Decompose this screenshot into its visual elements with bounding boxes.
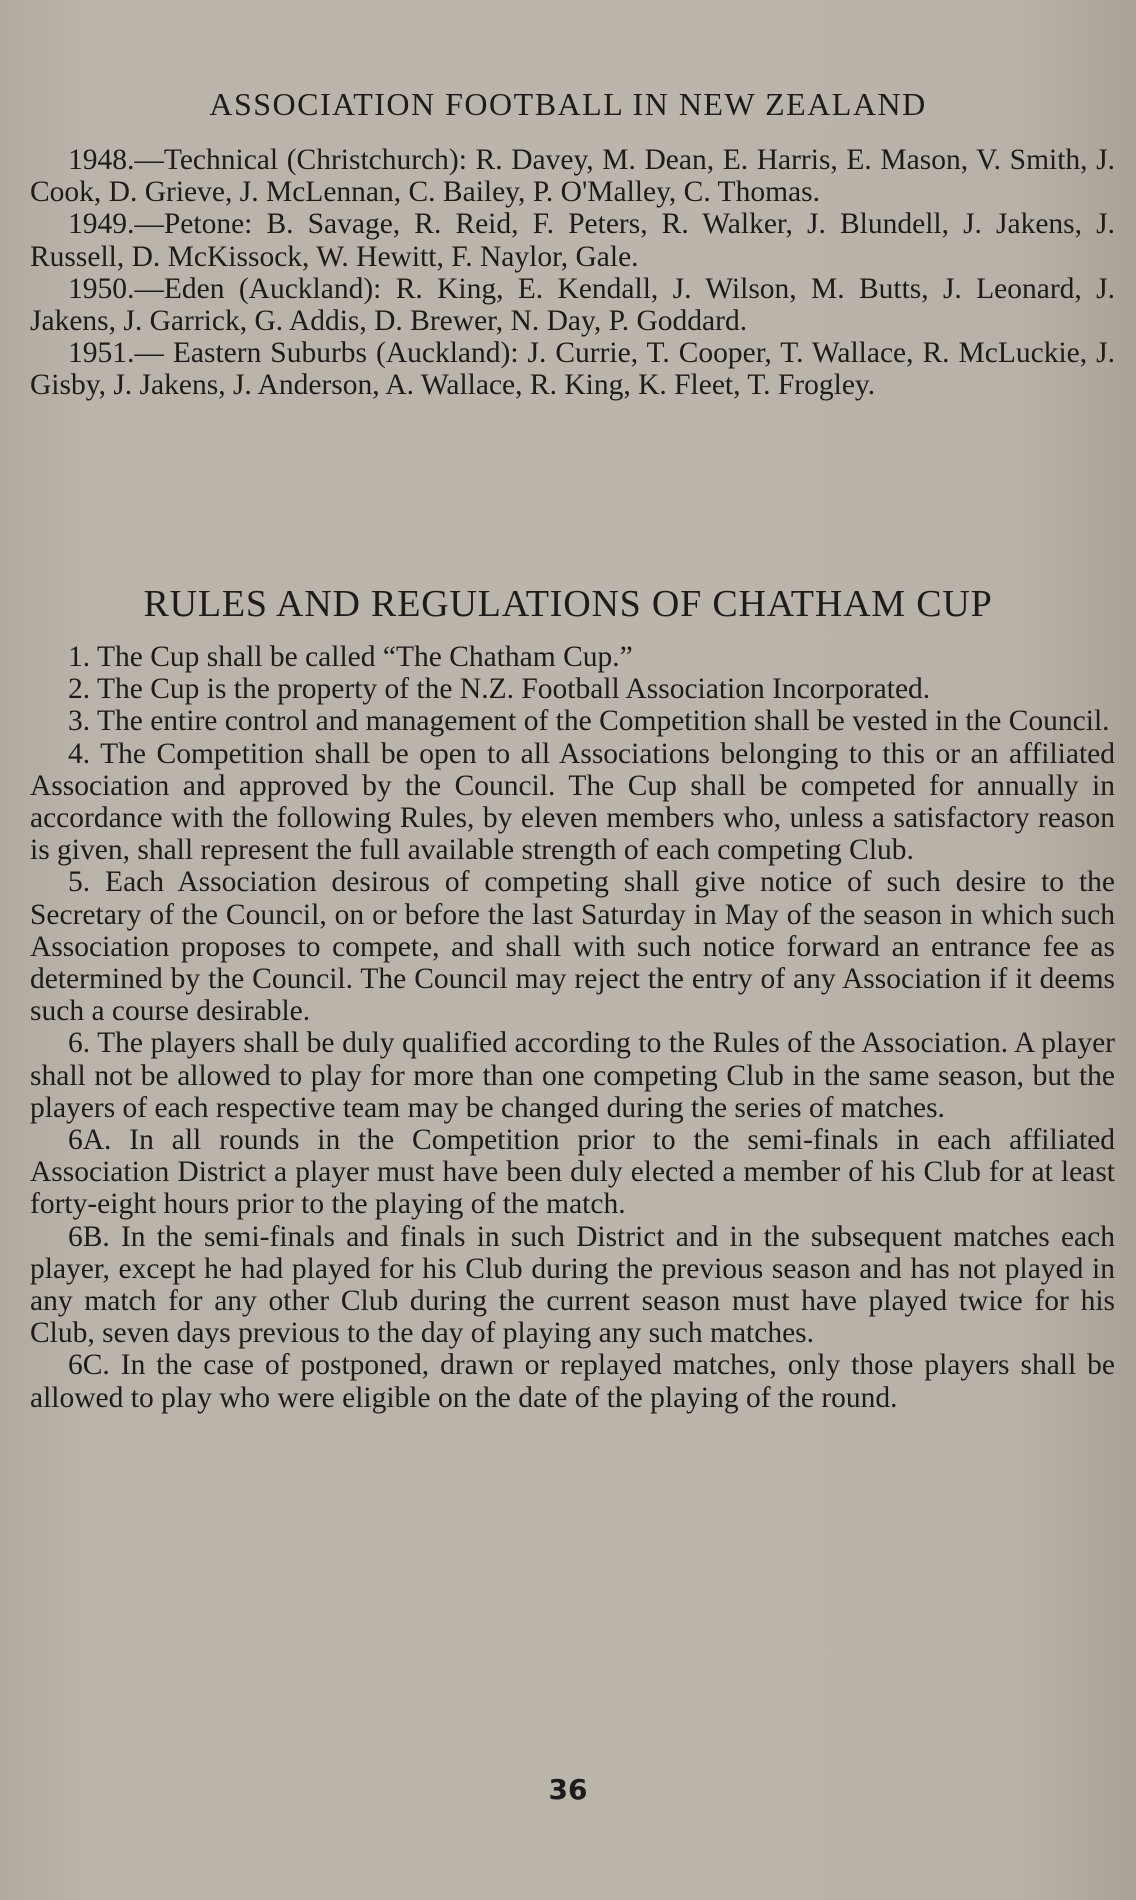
running-header: ASSOCIATION FOOTBALL IN NEW ZEALAND bbox=[209, 86, 927, 122]
winner-entry-1950: 1950.—Eden (Auckland): R. King, E. Kendall, J. Wilson, M. Butts, J. Leonard, J. Jakens, J. Garrick, G. Addis, D. Brewer, N. Day, P. Goddard. bbox=[30, 272, 1115, 338]
cup-winners-list bbox=[30, 144, 1115, 402]
rules-list bbox=[30, 641, 1115, 1414]
rule-3: 3. The entire control and management of the Competition shall be vested in the Council. bbox=[68, 705, 1110, 738]
winner-entry-1948: 1948.—Technical (Christchurch): R. Davey, M. Dean, E. Harris, E. Mason, V. Smith, J. Cook, D. Grieve, J. McLennan, C. Bailey, P. O'Malley, C. Thomas. bbox=[30, 144, 1115, 209]
rule-5: 5. Each Association desirous of competing shall give notice of such desire to the Secretary of the Council, on or before the last Saturday in May of the season in which such Association proposes to compete, and shall with such notice forward an entrance fee as determined by the Council. The Council may reject the entry of any Association if it deems such a course desirable. bbox=[30, 866, 1115, 1028]
rule-6: 6. The players shall be duly qualified according to the Rules of the Association. A player shall not be allowed to play for more than one competing Club in the same season, but the players of each respective team may be changed during the series of matches. bbox=[30, 1027, 1115, 1124]
rule-2: 2. The Cup is the property of the N.Z. Football Association Incorporated. bbox=[68, 673, 931, 706]
rule-6c: 6C. In the case of postponed, drawn or replayed matches, only those players shall be allowed to play who were eligible on the date of the playing of the round. bbox=[30, 1349, 1115, 1414]
rule-1: 1. The Cup shall be called “The Chatham Cup.” bbox=[68, 641, 633, 673]
rule-6a: 6A. In all rounds in the Competition prior to the semi-finals in each affiliated Association District a player must have been duly elected a member of his Club for at least forty-eight hours prior to the playing of the match. bbox=[30, 1124, 1115, 1221]
rule-4: 4. The Competition shall be open to all Associations belonging to this or an affiliated Association and approved by the Council. The Cup shall be competed for annually in accordance with the following Rules, by eleven members who, unless a satisfactory reason is given, shall represent the full available strength of each competing Club. bbox=[30, 737, 1115, 867]
winner-entry-1949: 1949.—Petone: B. Savage, R. Reid, F. Peters, R. Walker, J. Blundell, J. Jakens, J. Russell, D. McKissock, W. Hewitt, F. Naylor, Gale. bbox=[30, 208, 1115, 273]
section-title: RULES AND REGULATIONS OF CHATHAM CUP bbox=[143, 583, 993, 625]
page-number: 36 bbox=[548, 1773, 588, 1806]
rule-6b: 6B. In the semi-finals and finals in such District and in the subsequent matches each player, except he had played for his Club during the previous season and has not played in any match for any other Club during the current season must have played twice for his Club, seven days previous to the day of playing any such matches. bbox=[30, 1220, 1115, 1350]
winner-entry-1951: 1951.— Eastern Suburbs (Auckland): J. Currie, T. Cooper, T. Wallace, R. McLuckie, J. Gisby, J. Jakens, J. Anderson, A. Wallace, R. King, K. Fleet, T. Frogley. bbox=[30, 337, 1115, 402]
